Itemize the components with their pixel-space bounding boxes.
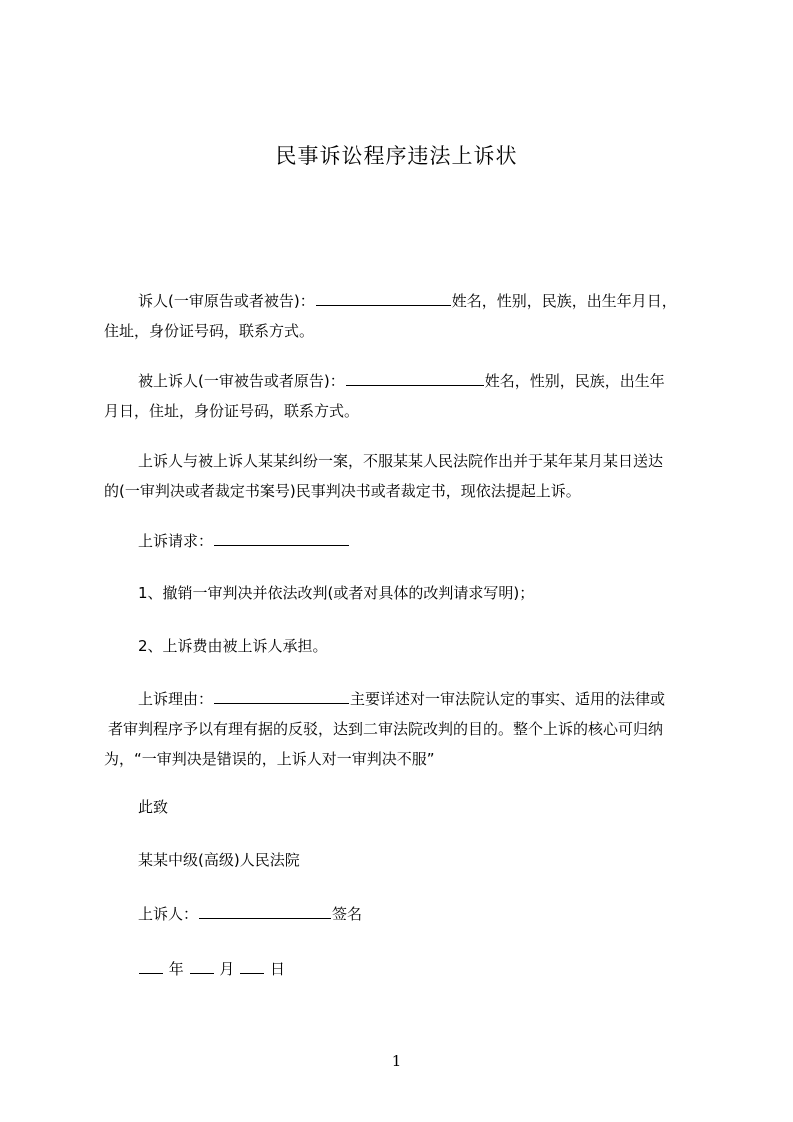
- appellee-blank: [346, 371, 484, 386]
- claim-1: 1、撤销一审判决并依法改判(或者对具体的改判请求写明)；: [138, 584, 535, 602]
- appellant-line-2: 住址，身份证号码，联系方式。: [104, 322, 315, 340]
- case-paragraph: [104, 446, 696, 506]
- claims-label: 上诉请求：: [138, 532, 214, 550]
- appellant-fields: 姓名，性别，民族，出生年月日，: [451, 292, 677, 310]
- signature-blank: [199, 904, 331, 919]
- signature-line: [104, 899, 696, 929]
- reasons-text: 主要详述对一审法院认定的事实、适用的法律或: [350, 690, 666, 708]
- claims-heading: [104, 526, 696, 556]
- signature-label: 上诉人：: [138, 905, 199, 923]
- appellant-paragraph: [104, 286, 696, 346]
- appellee-line-2: 月日，住址，身份证号码，联系方式。: [104, 402, 360, 420]
- document-title: 民事诉讼程序违法上诉状: [275, 144, 518, 168]
- appellee-paragraph: [104, 366, 696, 426]
- page-number: 1: [391, 1052, 402, 1070]
- reasons-line-3: 为，“一审判决是错误的，上诉人对一审判决不服”: [104, 750, 435, 768]
- appellee-fields: 姓名，性别，民族，出生年: [484, 372, 665, 390]
- court-name: 某某中级(高级)人民法院: [138, 851, 300, 869]
- reasons-blank: [214, 689, 349, 704]
- case-line-1: 上诉人与被上诉人某某纠纷一案，不服某某人民法院作出并于某年某月某日送达: [138, 452, 664, 470]
- reasons-paragraph: [104, 684, 696, 774]
- day-label: 日: [269, 960, 285, 978]
- month-label: 月: [219, 960, 235, 978]
- day-blank: [240, 959, 264, 974]
- salutation: 此致: [138, 798, 169, 816]
- appellant-blank: [316, 291, 451, 306]
- claims-blank: [214, 531, 349, 546]
- appellant-line-1: [104, 286, 696, 316]
- month-blank: [190, 959, 214, 974]
- reasons-label: 上诉理由：: [138, 690, 214, 708]
- signature-suffix: 签名: [332, 905, 363, 923]
- appellant-label: 诉人(一审原告或者被告)：: [138, 292, 315, 310]
- appellee-label: 被上诉人(一审被告或者原告)：: [138, 372, 345, 390]
- reasons-line-1: [104, 684, 696, 714]
- reasons-line-2: 者审判程序予以有理有据的反驳，达到二审法院改判的目的。整个上诉的核心可归纳: [108, 720, 664, 738]
- date-line: [104, 954, 696, 984]
- case-line-2: 的(一审判决或者裁定书案号)民事判决书或者裁定书，现依法提起上诉。: [104, 482, 581, 500]
- year-label: 年: [168, 960, 184, 978]
- year-blank: [139, 959, 163, 974]
- appellee-line-1: [104, 366, 696, 396]
- claim-2: 2、上诉费由被上诉人承担。: [138, 637, 328, 655]
